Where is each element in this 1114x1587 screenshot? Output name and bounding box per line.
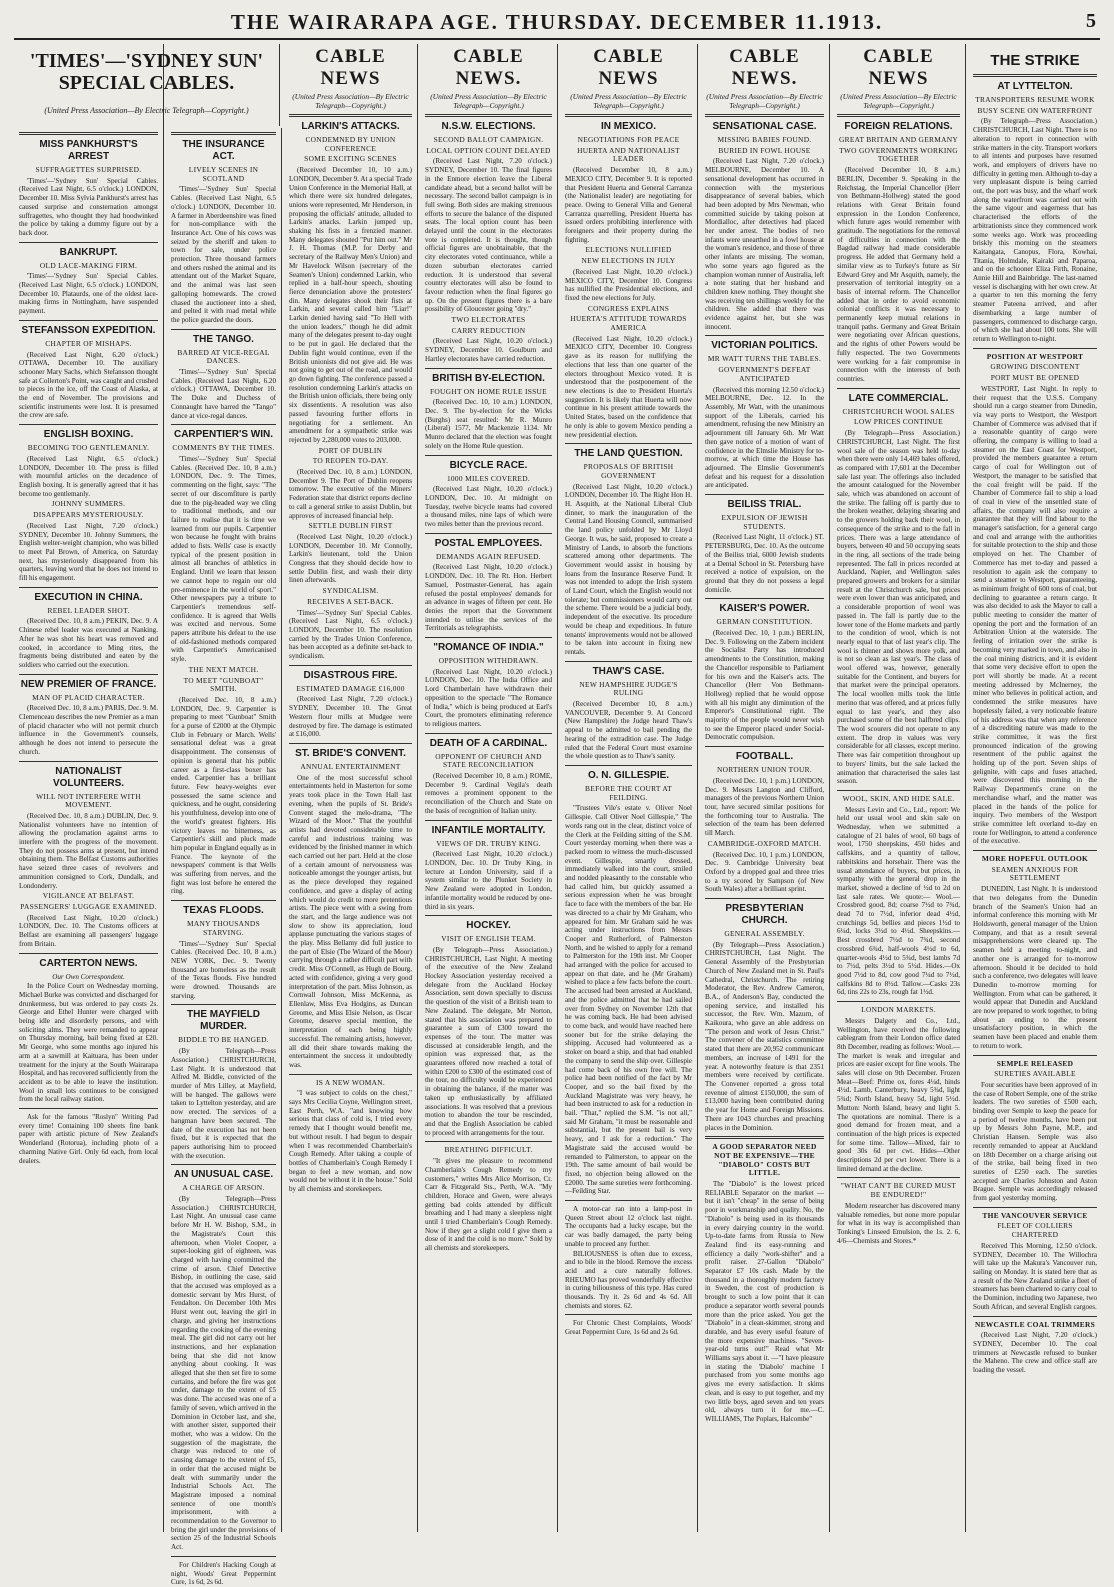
subhead: "WHAT CAN'T BE CURED MUST BE ENDURED!" [840,1181,957,1200]
headline: HOCKEY. [466,920,511,932]
headline: THE MAYFIELD MURDER. [187,1009,260,1033]
article-body: (Received Dec. 10, 1 p.m.) LONDON, Dec. 9. Cambridge University beat Oxford by a dropped goal and three tries to a try scored by Sampson (of New South Wales) after a brilliant sprint. [705,850,824,894]
article-body: 'Times'—'Sydney Sun' Special Cables. (Received Last Night, 6.5 o'clock.) LONDON, December 10. Miss Sylvia Pankhurst's arrest has caused surprise and consternation amongst suffragettes, who thought they had hoodwinked the police by taking a dummy figure out by a back door. [19,176,158,237]
rule [705,898,824,899]
subhead: PORT MUST BE OPENED [990,373,1080,383]
article-body: (Received December 10, 8 a.m.) VANCOUVER, December 9. At Concord (New Hampshire) the Judge heard Thaw's appeal to be admitted to bail pending the hearing of the extradition case. The Judge ruled that the Federal Court must examine the whole question as to Thaw's sanity. [565,700,692,761]
subhead: SURETIES AVAILABLE [994,1069,1076,1079]
article-body: (Received Last Night, 7.20 o'clock.) SYDNEY, December 10. The coal trimmers at Newcastle refused to bunker the Maheno. The crew and office staff are loading the vessel. [973,1331,1097,1375]
rule [171,132,276,135]
subhead: BUSY SCENE ON WATERFRONT [977,105,1093,115]
rule [289,743,412,744]
rule [837,1001,960,1002]
article-body: (By Telegraph—Press Association.) CHRISTCHURCH, Last Night. An unusual case came before Mr H. W. Bishop, S.M., in the Magistrate's Court this afternoon, when Violet Cooper, a super-looking girl of eighteen, was charged with having committed the crime of arson. Chief Detective Bishop, in outlining the case, said that the accused was employed as a domestic servant by Mrs Hurst, of Fendalton. On December 10th Mrs Hurst went out, leaving the girl in charge, and giving her instructions regarding the cooking of the evening meal. The girl did not carry out her instructions, and her explanation being that she did not know anything about cooking. It was alleged that she then set fire to some curtains, and before the fire was got under, damage to the extent of £5 was done. The accused was one of a family of seven, which arrived in the Dominion in October last, and she, with another sister, supported their mother, who was a widow. On the suggestion of the magistrate, the charge was reduced to one of causing damage to the extent of £5, in order that the accused might be dealt with summarily under the Industrial Schools Act. The Magistrate imposed a nominal sentence of one month's imprisonment, with a recommendation to the Governor to bring the girl under the provisions of section 25 of the Industrial Schools Act. [171,1195,276,1552]
subhead: CONDEMNED BY UNION CONFERENCE [305,135,396,153]
subhead: ESTIMATED DAMAGE £16,000 [296,683,405,693]
rule [289,1074,412,1075]
article-body: (By Telegraph—Press Association.) CHRISTCHURCH, Last Night. There is no alteration to report in connection with strike matters in the city. Transport workers to all intents and purposes have resumed work, and employers of drivers have no difficulty in getting men. Although to-day a very unpleasant dispute is being carried out, the port was busy, and the wharf work along the waterfront was carried out with the same vigour and eagerness that has characterised the efforts of the arbitrationists since they commenced work some weeks ago. Work was proceeding briskly this morning on the steamers Kaitangata, Canopus, Flora, Kowhai, Titania, Holmdale, Kairaki and Paparoa, and on the schooner Eliza Firth, Ronaine, Annie Hill and Bainbridge. The last-named vessel is discharging with her own crew. At a quarter to ten this morning the ferry steamer Pateena arrived, and after disembarking a large number of passengers, commenced to discharge cargo, of which she had about 100 tons. She will return to Wellington to-night. [973,117,1097,343]
article-body: (Received Last Night, 10.20 o'clock.) LONDON, Dec. 10. Dr Truby King, in lecture at London University, said if a system similar to the Plunket Society in New Zealand were adopted in London, infantile mortality would be reduced by one-third in six years. [425,850,552,911]
article-body: (Received Last Night, 6.5 o'clock.) LONDON, December 10. The press is filled with mournful articles on the decadence of English boxing. It is generally agreed that it has become too gentlemanly. [19,454,158,498]
article-body: (Received December 10, 10 a.m.) LONDON, December 9. At a special Trade Union Conference in the Memorial Hall, at which there were six hundred delegates, unions were represented, Mr Henderson, in proposing the officials' attitude, alluded to Larkin's attacks. Larkin jumped up, shaking his fists in a frenzied manner. Many delegates shouted "Put him out." Mr J. H. Thomas (M.P. for Derby and secretary of the Railway Men's Union) and Mr Havelock Wilson (secretary of the Seamen's Union) condemned Larkin, who replied in a half-hour speech, shouting fierce denunciation above the protesters' din. Many delegates shook their fists at Larkin, and several called him "Liar!" Larkin denied having said "To Hell with the union leaders," though he did admit many of the delegates present to-day ought to be put in gaol. He declared that the Dublin fight would continue, even if the British unionists did not give aid. He was not going to get out of the road, and would go down fighting. The conference passed a resolution condemning Larkin's attacks on the British union officials, there being only six dissentients. A resolution was also passed favouring further efforts in negotiating for a settlement. An amendment for a sympathetic strike was rejected by 2,280,000 votes to 203,000. [289,166,412,444]
headline: CARPENTIER'S WIN. [173,429,274,441]
advertisement: For Chronic Chest Complaints, Woods' Great Peppermint Cure, 1s 6d and 2s 6d. [565,1319,692,1337]
column-2 [166,128,282,1587]
newspaper-title: THE WAIRARAPA AGE. THURSDAY. DECEMBER 11.1913. [230,10,884,34]
headline: THE LAND QUESTION. [574,448,683,460]
article-body: (Received Last Night, 10.20 o'clock.) LONDON, December 10. The Right Hon H. H. Asquith, at the National Liberal Club dinner, to mark the inauguration of the Central Land Housing Council, summarised the land policy unfolded by Mr Lloyd George. It was, he said, proposed to create a Ministry of Lands, to absorb the functions scattered among other departments. The Government would assist in housing by loans from the Insurance Reserve Fund. It was not intended to adopt the Irish system of Land Court, which the English would not tolerate; but commissioners would carry out the scheme. There would be a judicial body, independent of the executive. Its procedure would be cheap and expeditious. In future tenants' improvements would not be allowed to be taken into account in fixing new rentals. [565,482,692,656]
headline: THE TANGO. [193,333,254,345]
subhead: LONDON MARKETS. [861,1005,936,1015]
subhead: HUERTA'S ATTITUDE TOWARDS AMERICA [570,314,687,333]
page-number: 5 [1086,10,1096,32]
rule [837,388,960,389]
subhead: LIVELY SCENES IN SCOTLAND [188,165,259,183]
rule [973,348,1097,349]
subhead: LOCAL OPTION COUNT DELAYED [426,145,551,155]
article-body: DUNEDIN, Last Night. It is understood that two delegates from the Dunedin branch of the Seamen's Union had an informal conference this morning with Mr Holdsworth, general manager of the Union Company, and that as a result several misapprehensions were cleared up. The seamen held a meeting to-night, and another one is arranged for to-morrow afternoon. Should it be decided to hold such a conference, two delegates will leave Dunedin to-morrow morning for Wellington. From what can be gathered, it would appear that Dunedin and Auckland are now prepared to work together, to bring about an ending to the present unsatisfactory position, in which the seamen have been placed and enable them to return to work. [973,885,1097,1050]
subhead: GROWING DISCONTENT [990,362,1080,372]
headline: CARTERTON NEWS. [39,957,138,969]
subhead: NORTHERN UNION TOUR. [717,765,812,775]
advertisement: For Children's Hacking Cough at night, Woods' Great Peppermint Cure, 1s 6d, 2s 6d. [171,1560,276,1587]
headline: N.S.W. ELECTIONS. [441,121,536,132]
rule [837,114,960,117]
subhead: GREAT BRITAIN AND GERMANY [838,135,959,144]
subhead: IS A NEW WOMAN. [315,1077,386,1087]
rule [565,1200,692,1201]
subhead: EXPULSION OF JEWISH STUDENTS. [721,513,808,531]
headline: ENGLISH BOXING. [43,429,134,441]
headline: "ROMANCE OF INDIA." [433,642,544,654]
byline: Our Own Correspondent. [52,972,125,981]
article-body: (Received Last Night, 11 o'clock.) ST. PETERSBURG, Dec. 10. As the outcome of the Beiliss trial, 6000 Jewish students at a Dental School in St. Petersburg have received a notice of expulsion, on the ground that they do not possess a legal domicile. [705,533,824,594]
column-7 [832,44,966,1532]
rule [973,850,1097,851]
subhead: THE NEXT MATCH. [188,664,259,674]
article-body: "Trustees Vile's estate v. Oliver Noel Gillespie. Call Oliver Noel Gillespie," The words rang out in the clear, distinct voice of the Clerk at the Feilding sitting of the S.M. Court yesterday morning when there was a packed room to witness the much-discussed event. Gillespie, smartly dressed, immediately walked into the court, smiled and nodded pleasantly to the constable who had called him, but quickly assumed a serious expression when he was brought face to face with the members of the bar. He was directed to a chair by Mr Graham, who appeared for him. Mr Graham said he was acting under instructions from Messrs Cooper and Rutherford, of Palmerston North, and he wished to apply for a remand to Palmerston for the 19th inst. Mr Cooper had arranged with the police for accused to appear on that date, and he (Mr Graham) wished to place a few facts before the court. The accused had been arrested at Auckland, and the police admitted that he had sailed over from Sydney on November 12th that he was coming back. He had been advised to come back, and would have reached here sooner but for the strike delaying the shipping. Accused had volunteered as a stoker on board a ship, and that had enabled the company to send the ship over. Gillespie had come back of his own free will. The police had been notified of the fact by Mr Cooper, and so the bail fixed by the Auckland Magistrate was very heavy, he had been instructed to ask for a reduction in bail. "That," replied the S.M. "is not all," said Mr Graham, "it must be reasonable and substantial, but the present bail is very heavy, and I ask for a reduction." The Magistrate said the accused would be remanded to Palmerston, to appear on the 19th. The same amount of bail would be fixed, no objection being allowed on the £2000. The same sureties were forthcoming.—Feilding Star. [565,804,692,1196]
article-body: (Received Last Night, 10.20 o'clock.) MEXICO CITY, December 10. Congress has nullified the Presidential elections, and fixed the new elections for July. [565,267,692,302]
article-body: (Received Dec. 10, 8 a.m.) PARIS, Dec. 9. M. Clemenceau describes the new Premier as a man of placid character who will not permit church influence in the Government's counsels, although he does not intend to persecute the church. [19,704,158,756]
rule [425,368,552,369]
headline: MISS PANKHURST'S ARREST [39,139,138,162]
subhead: BECOMING TOO GENTLEMANLY. [27,443,150,453]
subhead: TO REOPEN TO-DAY. [312,456,389,466]
headline: LATE COMMERCIAL. [848,392,949,404]
headline: KAISER'S POWER. [719,603,810,615]
rule [19,953,158,954]
subhead: TWO GOVERNMENTS WORKING TOGETHER [839,145,958,164]
rule [565,114,692,117]
subhead: CAMBRIDGE-OXFORD MATCH. [707,838,822,848]
subhead: NEW HAMPSHIRE JUDGE'S RULING [579,679,678,698]
subhead: ANNUAL ENTERTAINMENT [300,762,401,771]
article-body: A motor-car ran into a lamp-post in Queen Street about 12 o'clock last night. The occupants had a lucky escape, but the car was badly damaged, the party being unable to proceed any further. [565,1205,692,1248]
article-body: (Received Dec. 10, 8 a.m.) PEKIN, Dec. 9. A Chinese rebel leader was executed at Nanking. After he was shot his heart was removed and cooked, in accordance to Ming rites, the fragments being distributed and eaten by the soldiers who carried out the execution. [19,617,158,669]
wire-credit: (United Press Association—By Electric Telegraph—Copyright.) [706,92,823,110]
headline: POSTAL EMPLOYEES. [434,537,543,549]
rule [705,114,824,117]
subhead: SEMPLE RELEASED [996,1058,1074,1068]
headline: FOOTBALL. [735,751,794,763]
rule [705,1136,824,1139]
subhead: 1000 MILES COVERED. [446,473,531,483]
rule [565,661,692,662]
rule [171,424,276,425]
column-6 [700,44,830,1532]
headline: INFANTILE MORTALITY. [431,824,546,836]
rule [425,733,552,734]
subhead: CARRY REDUCTION [451,325,526,335]
rule [425,637,552,638]
article-body: (Received Dec. 10, 8 a.m.) LONDON, Dec. 9. Carpentier is preparing to meet "Gunboat" Smith for a purse of £2000 at the Olympic Club in February or March. Wells' sensational defeat was a great disappointment. The consensus of opinion is general that his public career as a first-class boxer has ended. Carpentier has a brilliant future. Few heavy-weights ever possessed the same science and quickness, and he ought, considering his youthfulness, develop into one of the world's greatest fighters. His victory leaves no bitterness, as Carpentier's skill and pluck made him popular in England equally as in France. The keynote of the newspapers' comment is that Wells was suffering from nerves, and the fight was lost before he entered the ring. [171,695,276,896]
rule [565,765,692,766]
article-body: (Received December 10, 8 a.m.) ROME, December 9. Cardinal Vegila's death removes a prominent opponent to the reconciliation of the Church and State on the basis of recognition of Italian unity. [425,772,552,815]
article-body: "I was subject to colds on the chest," says Mrs Cecilia Coyne, Wellington street, East Perth, W.A. "and knowing how serious that class of cold is, I tried every remedy that I thought would benefit me, but without result. I had begun to despair when I was recommended Chamberlain's Cough Remedy. After taking a couple of bottles of Chamberlain's Cough Remedy I began to feel a new woman, and now would not be without it in the house." Sold by all chemists and storekeepers. [289,1089,412,1194]
rule [425,114,552,117]
advertisement-heading: A GOOD SEPARATOR NEED NOT BE EXPENSIVE—THE "DIABOLO" COSTS BUT LITTLE. [712,1142,817,1178]
article-body: Received This Morning, 12.50 o'clock. SYDNEY, December 10. The Willochra will take up the Makura's Vancouver run, sailing on Monday. It is stated here that as a result of the New Zealand strike a fleet of steamers has been chartered to carry coal to the Dominion, including two Japanese, two South African, and several English cargoes. [973,1241,1097,1311]
article-body: (Received Dec. 10, 1 p.m.) BERLIN, Dec. 9. Following on the Zabern incident the Socialist Party has introduced amendments to the Constitution, making the Chancellor responsible to Parliament for his own and the Kaiser's acts. The Chancellor (Herr Von Bethmann-Hollweg) replied that he would oppose with all his might any diminution of the Emperor's Constitutional right. The majority of the people would never wish to see the Emperor placed under Social-Democratic compulsion. [705,629,824,742]
rule [171,329,276,330]
article-body: 'Times'—'Sydney Sun' Special Cables. (Received Last Night, 6.5 o'clock.) LONDON, December 10. The resolution carried by the Trades Union Conference, has been accepted as a definite set-back to syndicalism. [289,608,412,661]
subhead: ELECTIONS NULLIFIED [585,245,672,255]
subhead: DISAPPEARS MYSTERIOUSLY. [33,510,144,520]
rule [425,1141,552,1142]
rule [973,1207,1097,1208]
column-3 [284,44,418,1532]
rule [705,598,824,599]
subhead: CONGRESS EXPLAINS [587,303,670,313]
subhead: NEWCASTLE COAL TRIMMERS [974,1319,1096,1329]
article-body: (Received Last Night, 10.20 o'clock.) LONDON, Dec. 10. The India Office and Lord Chamberlain have withdrawn their opposition to the spectacle "The Romance of India," which is being produced at Earl's Court, the promoters eliminating reference to religious matters. [425,667,552,728]
article-body: 'Times'—'Sydney Sun' Special Cables. (Received Last Night, 6.5 o'clock.) LONDON, December 10. Plataurds, one of the oldest lace-making firms in Nottingham, have suspended payment. [19,272,158,316]
article-body: (Received this morning 12.50 o'clock.) MELBOURNE, Dec. 12. In the Assembly, Mr Watt, with the unanimous support of the Liberals, carried his amendment, refusing the new Ministry an adjournment till January 6th. Mr Watt then gave notice of a motion of want of confidence in the Elmslie Ministry for to-morrow, at which time the House has adjourned. The Elmslie Government's defeat and his request for a dissolution are anticipated. [705,385,824,490]
headline: ST. BRIDE'S CONVENT. [295,748,406,759]
advertisement: The "Diabolo" is the lowest priced RELIABLE Separator on the market —but it isn't "cheap" in the sense of being poor in workmanship and quality. No, the "Diabolo" is being used in its thousands in every dairying country in the world. Up-to-date farms from Russia to New Zealand find its easy-running and efficiency a daily "work-shifter" and a profit raiser. 27-Gallon "Diabolo" Separator £7 10s cash. Made by the thousand in a thoroughly modern factory in Sweden, the cost of production is brought to such a low point that it can produce a separator worth several pounds more than the price asked. You get the "Diabolo" in a clean-skimmer, strong and durable, and has every useful feature of the more expensive machines. "Seven-year-old turns out!" Read what Mr Williams says about it. —"I have pleasure in stating the 'Diabolo' machine I purchased from you some months ago gives me every satisfaction. It skims clean, and is easy to put together, and my two little boys, aged seven and ten years old, always turn it for me.—C. WILLIAMS, The Poplars, Halcombe" [705,1180,824,1423]
subhead: SECOND BALLOT CAMPAIGN. [433,135,544,144]
article-body: (Received Dec. 10, 8 a.m.) DUBLIN, Dec. 9. Nationalist volunteers have no intention of allowing the proclamation against arms to interfere with the progress of the movement. They do not possess arms at present, but intend obtaining them. The Belfast Customs authorities have seized three cases of revolvers and ammunition consigned to Cork, Dundalk, and Londonderry. [19,811,158,890]
headline: SENSATIONAL CASE. [712,121,817,132]
article-body: (Received Last Night, 10.20 o'clock.) MEXICO CITY, December 10. Congress gave as its reason for nullifying the elections that less than one quarter of the electors throughout Mexico voted. It is understood that the postponement of the new elections is due to President Huerta's suggestion. It is likely that Huerta will now continue in his present attitude towards the United States, based on the confidence that he only is able to govern Mexico pending a new presidential election. [565,334,692,439]
article-body: (Received Last Night, 10.20 o'clock.) SYDNEY, December 10. Goulburn and Hartley electorates have carried reduction. [425,337,552,363]
article-body: (By Telegraph—Press Association.) CHRISTCHURCH, Last Night. It is understood that Alfred M. Biddle, convicted of the murder of Mrs Lilley, at Mayfield, will be hanged. The gallows were taken to Lyttelton yesterday, and are now erected. The services of a hangman have been secured. The date of the execution has not been fixed, but it is expected that the papers authorising him to proceed with the execution. [171,1047,276,1160]
headline: DEATH OF A CARDINAL. [429,737,548,749]
subhead: PORT OF DUBLIN [318,445,383,455]
article-body: BILIOUSNESS is often due to excess, and to bile in the blood. Remove the excess acid and a cure naturally follows. RHEUMO has proved wonderfully effective in curing biliousness of this type. Has cured thousands. Try it. 2s 6d and 4s 6d. All chemists and stores. 62. [565,1249,692,1310]
section-heading: CABLE NEWS [315,46,386,89]
subhead: GENERAL ASSEMBLY. [724,929,805,939]
article-body: (Received Dec. 10, 1 p.m.) LONDON, Dec. 9. Messrs Langton and Clifford, managers of the previous Northern Union tour, have secured similar positions for the forthcoming tour to Australia. The selection of the team has been deferred till March. [705,776,824,838]
article-body: (Received Last Night, 7.20 o'clock.) MELBOURNE, December 10. A sensational development has occurred in connection with the mysterious disappearance of several babies, which had been adopted by Mrs Newman, who committed suicide by taking poison at Mordialloc, after detectives had placed her under arrest. The bodies of two infants were unearthed in a fowl house at the woman's residence, and those of three other infants are missing. The woman, who some years ago figured as the champion woman runner of Australia, left a note stating that her husband and children knew nothing. They thought she was receiving ten shillings weekly for the children. She added that there was evidence against her, but she was innocent. [705,157,824,331]
section-heading: CABLE NEWS. [453,46,524,89]
rule [705,494,824,495]
article-body: 'Times'—'Sydney Sun' Special Cables. (Received Last Night, 6.20 o'clock.) OTTAWA, December 10. The Duke and Duchess of Connaught have barred the "Tango" dance at vice-regal dances. [171,368,276,420]
wire-credit: (United Press Association—By Electric Telegraph—Copyright.) [292,92,409,110]
subhead: TO MEET "GUNBOAT" SMITH. [183,675,264,694]
subhead: GERMAN CONSTITUTION. [716,617,813,627]
rule [425,820,552,821]
subhead: LOW PRICES CONTINUE [854,417,943,427]
rule [171,1556,276,1557]
article-body: (Received Last Night, 6.20 o'clock.) OTTAWA, December 10. The auxiliary schooner Mary Sachs, which Stefansson thought safe at Collerton's Point, was caught and crushed to pieces in the ice, off the Coast of Alaska, at the end of November. The provisions and scientific instruments were lost. It is presumed the crew are safe. [19,350,158,420]
subhead: GOVERNMENT'S DEFEAT ANTICIPATED [718,365,811,383]
section-heading: CABLE NEWS. [729,46,800,89]
article-body: In the Police Court on Wednesday morning, Michael Burke was convicted and discharged for drunkenness, but was ordered to pay costs 2s. George and Ethel Hunter were charged with being idle and disorderly persons, and with soliciting alms. They were remanded to appear on Thursday morning, bail being fixed at £20. Mr George, who some months ago injured his arm at a sawmill at Kaituara, has been under treatment for the injury at the South Wairarapa Hospital, and has recovered sufficiently from the accident as to be able to leave the institution. Wool in small lots continues to be consigned from the local railway station. [19,982,158,1104]
subhead: NEW ELECTIONS IN JULY [581,256,676,266]
masthead [14,8,1100,40]
headline: BANKRUPT. [59,246,118,258]
headline: NEW PREMIER OF FRANCE. [20,678,157,690]
headline: O. N. GILLESPIE. [587,770,670,781]
article-body: (Received Last Night, 10.20 o'clock.) LONDON, Dec. 10. At midnight on Tuesday, twelve bicycle teams had covered a thousand miles, nine laps of which were two miles better than the previous record. [425,485,552,529]
article-body: One of the most successful school entertainments held in Masterton for some years took place in the Town Hall last evening, when the pupils of St. Bride's Convent staged the melo-drama, "The Wizard of the Moor." That the youthful artists had devoted considerable time to careful and industrious training was evidenced by the finished manner in which each carried out her part. Held at the close of a certain amount of nervousness was noticeable amongst the younger artists, but as the piece developed they regained confidence, and gave a display of acting which would do credit to more pretentious artists. The piece went with a swing from the start, and the large audience was not slow to show its appreciation, loud applause punctuating the various stages of the play. Miss Bellamy did full justice to the part of Elsie (The Wizard of the Moor) carrying through a rather difficult part with credit. Miss O'Connell, as Hugh de Bourg, acted with confidence, giving a very good interpretation of the part. Miss Johnson, as Cornwall Johnson, Miss McKenna, as Ellenlaw, Miss Eva Hodgins, as Duncan Greome, and Miss Elsie Nelson, as Oscar Greome, deserve special mention, the interpretation of each being highly successful. The remaining artists, however, all did their share towards making the entertainment the success it undoubtedly was. [289,773,412,1069]
headline: AN UNUSUAL CASE. [173,1169,274,1181]
rule [973,1055,1097,1056]
article-body: (Received Dec. 10, 8 a.m.) LONDON, December 9. The Port of Dublin reopens tomorrow. The executive of the Miners' Federation state that district reports decline to call a general strike to assist Dublin, but approves of increased financial help. [289,468,412,520]
column-8 [968,44,1102,1532]
headline: AT LYTTELTON. [997,81,1073,92]
article-body: (Received Last Night, 7.20 o'clock.) SYDNEY, December 10. The Great Western flour mills at Mudgee were destroyed by fire. The damage is estimated at £16,000. [289,695,412,739]
rule [425,915,552,916]
subhead: SETTLE DUBLIN FIRST [308,521,393,531]
article-body: (By Telegraph—Press Association.) CHRISTCHURCH, Last Night. The General Assembly of the Presbyterian Church of New Zealand met in St. Paul's Cathedral, Christchurch. The retiring Moderator, the Rev. Andrew Cameron, B.A., of Anderson's Bay, conducted the opening service, and installed his successor, the Rev. Wm. Mazurn, of Kaikoura, who gave an able address on "The person and work of Jesus Christ." The convener of the statistics committee stated that there are 20,952 communicant members, an increase of 1491 for the year. A noteworthy feature is that 2351 members were received by certificate. The Convener reported a gross total revenue of almost £150,000, the sum of £13,000 having been contributed during the year for Home and Foreign Missions. There are 1043 churches and preaching places in the Dominion. [705,940,824,1132]
rule [19,674,158,675]
headline: VICTORIAN POLITICS. [711,340,818,352]
rule [171,1004,276,1005]
section-heading: CABLE NEWS [593,46,664,89]
article-body: 'Times'—'Sydney Sun' Special Cables. (Received Dec. 10, 8 a.m.) NEW YORK, Dec. 9. Twenty thousand are homeless as the result of the Texas floods. Five hundred were drowned. Thousands are starving. [171,939,276,1000]
rule [19,132,158,135]
subhead: CHAPTER OF MISHAPS. [45,338,132,348]
headline: FOREIGN RELATIONS. [844,121,953,132]
subhead: THE VANCOUVER SERVICE [982,1210,1088,1220]
subhead: POSITION AT WESTPORT [986,351,1084,361]
lead-credit: (United Press Association—By Electric Telegraph—Copyright.) [44,106,249,115]
headline: THE INSURANCE ACT. [182,139,265,162]
article-body: Modern researcher has discovered many valuable remedies, but none more popular for what in its way is accomplished than Tonking's Linseed Emulsion, the 1s. 2. 6, 4/6—Chemists and Stores.* [837,1201,960,1245]
headline: LARKIN'S ATTACKS. [301,121,400,132]
subhead: HUERTA AND NATIONALIST LEADER [577,145,680,164]
advertisement: Ask for the famous "Roslyn" Writing Pad every time! Containing 100 sheets fine bank paper with artistic picture of New Zealand's Wonderland (Rotorua), including photo of a charming Native Girl. Only 6d each, from local dealers. [19,1113,158,1165]
headline: NATIONALIST VOLUNTEERS. [52,765,125,789]
subhead: WOOL, SKIN, AND HIDE SALE. [842,793,955,803]
column-1-body [14,128,164,1532]
subhead: BARRED AT VICE-REGAL DANCES. [177,347,270,366]
rule [425,455,552,456]
subhead: BEFORE THE COURT AT FEILDING. [585,784,672,802]
subhead: RECEIVES A SET-BACK. [307,596,394,606]
subhead: PROPOSALS OF BRITISH GOVERNMENT [583,462,674,480]
subhead: FOUGHT ON HOME RULE ISSUE [430,386,547,396]
headline: TEXAS FLOODS. [183,905,264,917]
article-body: (Received Last Night, 7.20 o'clock.) SYDNEY, December 10. The final figures in the Enmore election leave the Liberal candidate ahead, but a second ballot will be necessary. The second ballot campaign is in full swing. Both sides are making strenuous efforts to secure the balance of the disputed seats. The local option count has been delayed until the count in the electorates vote is completed. It is thought, though official figures are unobtainable, that the city electorates voted continuance, while a dozen suburban electorates carried reduction. It is understood that several country electorates will also be found to favour reduction when the final figures go up. On the present figures there is a bare possibility of Gloucester going "dry." [425,157,552,314]
wire-credit: (United Press Association—By Electric Telegraph—Copyright.) [840,92,957,110]
article-body: (Received Dec. 10, 10 a.m.) LONDON, Dec. 9. The by-election for the Wicks (Burghs) seat resulted: Mr R. Munro (Liberal) 1577, Mr Mackenzie 1134. Mr Munro declared that the election was fought solely on the Home Rule question. [425,398,552,450]
rule [837,790,960,791]
rule [19,242,158,243]
subhead: DEMANDS AGAIN REFUSED. [436,551,541,561]
rule [289,114,412,117]
subhead: MISSING BABIES FOUND. [717,135,812,144]
subhead: CHRISTCHURCH WOOL SALES [842,406,955,416]
article-body: 'Times'—'Sydney Sun' Special Cables. (Received Last Night, 6.5 o'clock.) LONDON, December 10. A farmer in Aberdeenshire was fined for non-compliance with the Insurance Act. One of his cows was seized by the sheriff and taken to town for sale, under police protection. Three thousand farmers and others rushed the animal and its attendant out of the Market Square, and the animal was last seen galloping homewards. The crowd chased the auctioneer into a shed, and pelted it with road metal while the police guarded the doors. [171,185,276,324]
article-body: (Received Last Night, 7.20 o'clock.) SYDNEY, December 10. Johnny Summers, the English welter-weight champion, who was billed to meet Pal Brown, of America, on Saturday next, has mysteriously disappeared from his quarters, leaving word that he does not intend to fill his engagement. [19,521,158,583]
article-body: (Received Last Night, 10.20 o'clock.) LONDON, Dec. 10. The Customs officers at Belfast are examining all passengers' luggage from Britain. [19,913,158,948]
column-5 [560,44,698,1532]
subhead: SEAMEN ANXIOUS FOR SETTLEMENT [991,864,1079,883]
subhead: VIEWS OF DR. TRUBY KING. [436,838,541,848]
subhead: TWO ELECTORATES [451,315,526,325]
article-body: (Received December 10, 8 a.m.) MEXICO CITY, December 9. It is reported that President Huerta and General Carranza (the Nationalist leader) are negotiating for peace. Owing to General Villa and General Carranza quarrelling, President Huerta has issued orders prohibiting interference with foreigners and their property during the fighting. [565,166,692,244]
headline: BRITISH BY-ELECTION. [432,372,545,384]
subhead: NEGOTIATIONS FOR PEACE [577,135,680,144]
headline: THAW'S CASE. [592,665,665,677]
subhead: WILL NOT INTERFERE WITH MOVEMENT. [36,791,141,810]
subhead: BURIED IN FOWL HOUSE [718,145,811,155]
subhead: SOME EXCITING SCENES [304,154,397,164]
section-heading: THE STRIKE [990,52,1080,69]
subhead: OLD LACE-MAKING FIRM. [39,260,138,270]
article-body: WESTPORT, Last Night. In reply to their request that the U.S.S. Company should run a cargo steamer from Dunedin, via way ports to Westport, the Westport Chamber of Commerce was advised that if a reasonable quantity of cargo were offering, the company is willing to load a steamer on the East Coast for Westport, provided the members guarantee a return cargo of coal for Wellington out of Westport, the manager to be satisfied that the coal freight will be paid. If the Chamber of Commerce fail to ship a load of coal in view of the unsettled state of affairs, the company will also require a guarantee that they will find labour to the manager's satisfaction, for a general cargo and coal and arrange with the authorities for suitable protection to the ship and those employed on her. The Chamber of Commerce has met to-day and passed a resolution to again ask the company to send a steamer to Westport, guaranteeing, as minimum freight of 600 tons of coal, but declining to guarantee a return cargo. It was also decided to ask the Mayor to call a public meeting to consider the matter of opening the port and the formation of an Arbitration Union at the waterside. The feeling of irritation over the strike is becoming very marked in town, and also in the coal mining districts, and it is evident that some very decisive effort to open the port will shortly be made. At a recent meeting addressed by McInerney, the miner who believes in political action, and condemned the strike measures have hopelessly failed, a very noticeable feature of his address was that when any reference of a discrediting nature was made to the strike committee, it was the first pronounced indication of the growing resentment of the public against the holding up of the port. Seven ships of gelignite, with caps and fuses attached, were discovered this morning in the Railway Department's crane on the merchandise wharf, and the matter was placed in the hands of the police for inquiry. Two members of the Westport strike committee left overland to-day en route for Wellington, to attend a conference of the executive. [973,384,1097,846]
subhead: A CHARGE OF ARSON. [182,1183,265,1193]
rule [973,74,1097,77]
article-body: (Received December 10, 8 a.m.) BERLIN, December 9. Speaking in the Reichstag, the Imperial Chancellor (Herr von Bethmann-Hollweg) stated the good relations with Great Britain found expression in the London Conference, which future ages would remember with gratitude. The negotiations for the removal of difficulties in connection with the Bagdad railway had made considerable progress. He added that Germany held a similar view as to Turkey's future as Sir Edward Grey and Mr Asquith, namely, the preservation of territorial integrity on a basis of internal reform. The Chancellor added that in order to avoid economic colonial conflicts it was necessary to permanently keep mutual relations in tranquil paths. Germany and Great Britain were negotiating over African questions, and the rights of other Powers would be fully respected. The two Governments were working for a fair compromise in connection with the interests of both countries. [837,166,960,383]
headline: STEFANSSON EXPEDITION. [21,324,156,336]
subhead: OPPOSITION WITHDRAWN. [438,656,539,666]
rule [837,1177,960,1178]
rule [705,746,824,747]
article-body: Messrs Levin and Co., Ltd., report: We held our usual wool and skin sale on Wednesday, when we submitted a catalogue of 21 bales of wool, 60 bags of wool, 1750 sheepskins, 450 hides and calfskins, and a quantity of tallow, rabbitskins and horsehair. There was the usual attendance of buyers, but prices, in sympathy with the general drop in the market, showed a decline of ½d to 2d on last sale rates. We quote:— Wool.—Crossbred good, 8d; coarse 7½d to 7¾d, dead 7d to 7½d, inferior dead 4½d, crutchings 5d, bellies and pieces 1½d to 6¼d, locks 3½d to 4½d. Sheepskins.—Best crossbred 7½d to 7¾d, second crossbred 6¾d, half-wools 4½d to 6d, quarter-wools 4½d to 5¾d, best lambs 7d to 7½d, pelts 3½d to 5½d. Hides.—Ox good 7½d to 8d, cow good 7¼d to 7½d, calfskins 8d to 8½d. Tallow.—Casks 23s 6d, tins 22s to 23s, rough fat 1½d. [837,805,960,997]
column-4 [420,44,558,1532]
subhead: BIDDLE TO BE HANGED. [178,1035,269,1045]
rule [19,1108,158,1109]
subhead: REBEL LEADER SHOT. [47,605,130,615]
rule [171,1164,276,1165]
rule [19,761,158,762]
lead-heading-block [14,44,280,126]
article-body: (By Telegraph—Press Association.) CHRISTCHURCH, Last Night. The first wool sale of the season was held to-day when there were only 14,469 bales offered, as compared with 17,601 at the December sale last year. The offerings also included the amount catalogued for the November sale, which was abandoned on account of the strike. The falling off is partly due to the broken weather, delaying shearing and to the growers holding back their wool, in consequence of the strike and to the fall in prices. There was a large attendance of buyers, between 40 and 50 occupying seats in the ring, all sections of the trade being represented. The fall in prices recorded at Auckland, Napier, and Wellington sales prepared growers and brokers for a similar result at the Christchurch sale, but prices were even lower than was anticipated, and a considerable proportion of wool was passed in. The fall is partly due to the lower tone of the Home markets and partly to the condition of wool, which is not nearly equal to that of last year's clip. The wool is thinner and shows more yolk, and is not so clean as last year's. The class of wool offered was, however, generally suitable for the Continent, and buyers for that market were the principal operators. The local woollen mills took the little merino that was offered, and at prices fully equal to last year's, and they also purchased some of the best halfbred clips. The wool scourers did not operate to any extent. The drop in values was very considerable for all classes, except merino. There was fair competition throughout up to buyers' limits, but the sale lacked the animation that characterised the sales last season. [837,429,960,786]
article-body: 'Times'—'Sydney Sun' Special Cables. (Received Dec. 10, 8 a.m.) LONDON, Dec. 9. The Times, commenting on the fight, says: "The secret of our discomfiture is partly due to the pig-headed way we cling to traditional methods, and our failure to realise that it is time we learned from our pupils. Carpentier won because he fought with brains added to fists. Wells' case is exactly typical of the present position in almost all branches of athletics in England. Until we learn that lesson we cannot hope to regain our old pre-eminence in the world of sport." Other newspapers pay a tribute to Carpentier's tremendous self-confidence. It is agreed that Wells was excited and nervous. Some papers attribute his defeat to the use of old-fashioned methods compared with Carpentier's Americanised style. [171,454,276,664]
rule [289,665,412,666]
subhead: VIGILANCE AT BELFAST. [42,891,135,901]
subhead: MAN OF PLACID CHARACTER. [32,692,145,702]
subhead: COMMENTS BY THE TIMES. [172,443,275,453]
rule [565,443,692,444]
wire-credit: (United Press Association—By Electric Telegraph—Copyright.) [570,92,687,110]
subhead: MR WATT TURNS THE TABLES. [707,354,822,364]
rule [565,1314,692,1315]
rule [19,320,158,321]
subhead: MANY THOUSANDS STARVING. [187,919,260,937]
headline: BICYCLE RACE. [449,459,528,471]
article-body: (Received Last Night, 10.20 o'clock.) LONDON, Dec. 10. The Rt. Hon. Herbert Samuel, Postmaster-General, has again refused the postal employees' demands for an advance in wages of fifteen per cent. He denies the report that the Government intended to utilise the services of the Territorials as telegraphists. [425,563,552,633]
rule [973,1316,1097,1317]
rule [19,424,158,425]
subhead: TRANSPORTERS RESUME WORK [975,95,1095,104]
article-body: Messrs Dalgety and Co., Ltd., Wellington, have received the following cablegram from their London office dated 8th December, reading as follows: Wool.—The market is weak and irregular and prices are easier except for fine wools. The sales will close on 9th December. Frozen Meat—Beef: Prime ox, fores 4¼d, hinds 4½d. Lamb, Canterbury, heavy 5¾d, light 5¾d; North Island, heavy 5d, light 5½d. Mutton: North Island, heavy and light 5. The quotations are nominal. There is a good demand for frozen meat, and a continuation of the high prices is expected for some time. Tallow—Mixed, fair to good 30s 6d per cwt. Hides—Other descriptions 2d per cwt lower. There is a limited demand at the decline. [837,1016,960,1173]
subhead: FLEET OF COLLIERS CHARTERED [997,1221,1073,1240]
headline: EXECUTION IN CHINA. [34,591,143,603]
rule [19,587,158,588]
article-body: (Received Last Night, 10.20 o'clock.) LONDON, December 10. Mr Connolly, Larkin's lieutenant, told the Union Congress that they should decide how to settle Dublin first, and wash their dirty linen afterwards. [289,532,412,585]
subhead: JOHNNY SUMMERS. [51,499,126,509]
lead-heading-line1: 'TIMES'—'SYDNEY SUN' [29,50,264,72]
subhead: OPPONENT OF CHURCH AND STATE RECONCILIATION [435,751,542,770]
article-body: "It gives me pleasure to recommend Chamberlain's Cough Remedy to my customers," writes Mrs Alice Morrison, Cr. Carr & Fitzgerald Sts., Perth, W.A. "My children, Horace and Gwen, were always getting bad colds attended by difficult breathing and I had many a sleepless night until I tried Chamberlain's Cough Remedy. Now if they get a slight cold I give them a dose of it and the cold is no more." Sold by all chemists and storekeepers. [425,1157,552,1253]
headline: BEILISS TRIAL. [727,499,802,511]
subhead: PASSENGERS' LUGGAGE EXAMINED. [20,902,157,911]
article-body: Four securities have been approved of in the case of Robert Semple, one of the strike leaders. The two sureties of £500 each, binding over Semple to keep the peace for a period of twelve months, have been put up by Messrs John Payne, M.P., and Christian Hansen. Semple was also recently remanded to appear at Auckland on 18th December on a charge arising out of the strike, bail being fixed in two sureties of £250 each. The sureties accepted are Charles Johnston and Aston Brague. Semple was accordingly released from gaol yesterday morning. [973,1080,1097,1203]
article-body: (By Telegraph—Press Association.) CHRISTCHURCH, Last Night. A meeting of the executive of the New Zealand Hockey Association yesterday received a delegate from the Auckland Hockey Association, sent down specially to discuss the question of the visit of a British team to New Zealand. The delegate, Mr Norton, stated that his association was prepared to guarantee a sum of £300 toward the expenses of the tour. The matter was discussed at considerable length, and the opinion was expressed that, as the guarantees offered now reached a total of within £200 to £300 of the estimated cost of the tour, no difficulty would be experienced in obtaining the balance, if the matter was taken up enthusiastically by affiliated associations. It was resolved that a previous motion to abandon the tour be rescinded, and that the English Association be cabled to proceed with arrangements for the tour. [425,945,552,1137]
rule [705,335,824,336]
subhead: SUFFRAGETTES SURPRISED. [35,165,142,174]
wire-credit: (United Press Association—By Electric Telegraph—Copyright.) [430,92,547,110]
subhead: VISIT OF ENGLISH TEAM. [441,934,536,944]
headline: IN MEXICO. [600,121,656,132]
headline: DISASTROUS FIRE. [303,669,398,681]
rule [425,533,552,534]
subhead: BREATHING DIFFICULT. [444,1145,533,1155]
subhead: SYNDICALISM. [322,586,379,596]
rule [171,900,276,901]
subhead: MORE HOPEFUL OUTLOOK [981,854,1089,864]
lead-heading-line2: SPECIAL CABLES. [58,72,235,94]
headline: PRESBYTERIAN CHURCH. [725,903,804,927]
section-heading: CABLE NEWS [863,46,934,89]
